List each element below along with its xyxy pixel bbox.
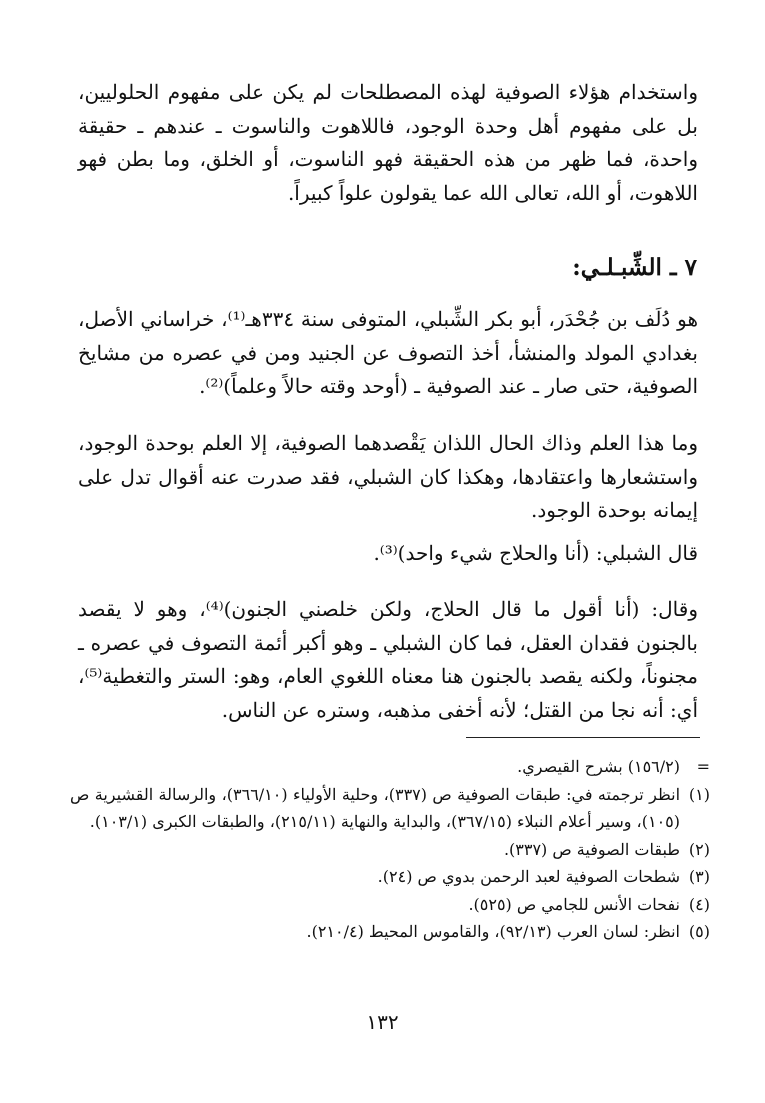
footnote-mark: (٥): [688, 922, 710, 941]
footnote-mark: (٤): [688, 894, 710, 914]
footnote-separator: [466, 737, 700, 738]
body-paragraph-1: هو دُلَف بن جُحْدَر، أبو بكر الشِّبلي، المتوفى سنة ٣٣٤هـ⁽¹⁾، خراساني الأصل، بغدادي المولد والمنشأ، أخذ التصوف عن الجنيد ومن في عصره من مشايخ الصوفية، حتى صار ـ عند الصوفية ـ (أوحد وقته حالاً وعلماً)⁽²⁾.: [78, 307, 698, 398]
footnote-text: (١٥٦/٢) بشرح القيصري.: [517, 757, 680, 776]
footnotes: [70, 753, 710, 946]
footnote-3: [70, 863, 710, 891]
page-number: ١٣٢: [366, 1010, 399, 1034]
footnote-2: [70, 836, 710, 864]
footnote-5: [70, 918, 710, 946]
intro-paragraph: واستخدام هؤلاء الصوفية لهذه المصطلحات لم يكن على مفهوم الحلوليين، بل على مفهوم أهل وحدة الوجود، فاللاهوت والناسوت ـ عندهم ـ حقيقة واحدة، فما ظهر من هذه الحقيقة فهو الناسوت، أو الخلق، وما بطن فهو اللاهوت، أو الله، تعالى الله عما يقولون علواً كبيراً.: [78, 80, 698, 205]
body-paragraph-4: وقال: (أنا أقول ما قال الحلاج، ولكن خلصني الجنون)⁽⁴⁾، وهو لا يقصد بالجنون فقدان العقل، فما كان الشبلي ـ وهو أكبر أئمة التصوف في عصره ـ مجنوناً، ولكنه يقصد بالجنون هنا معناه اللغوي العام، وهو: الستر والتغطية⁽⁵⁾، أي: أنه نجا من القتل؛ لأنه أخفى مذهبه، وستره عن الناس.: [78, 597, 698, 722]
body-paragraph-2: وما هذا العلم وذاك الحال اللذان يَقْصدهما الصوفية، إلا العلم بوحدة الوجود، واستشعارها واعتقادها، وهكذا كان الشبلي، فقد صدرت عنه أقوال تدل على إيمانه بوحدة الوجود.: [78, 431, 698, 522]
footnote-text: انظر ترجمته في: طبقات الصوفية ص (٣٣٧)، وحلية الأولياء (٣٦٦/١٠)، والرسالة القشيرية ص (١٠٥)، وسير أعلام النبلاء (٣٦٧/١٥)، والبداية والنهاية (٢١٥/١١)، والطبقات الكبرى (١٠٣/١).: [70, 784, 681, 831]
footnote-text: شطحات الصوفية لعبد الرحمن بدوي ص (٢٤).: [377, 867, 680, 886]
footnote-mark: (٢): [688, 839, 710, 859]
footnote-4: [70, 891, 710, 919]
body-paragraph-3: قال الشبلي: (أنا والحلاج شيء واحد)⁽³⁾.: [373, 541, 698, 565]
footnote-mark: (٣): [688, 867, 710, 886]
footnote-text: انظر: لسان العرب (٩٢/١٣)، والقاموس المحيط (٢١٠/٤).: [306, 922, 680, 941]
footnote-mark: (١): [688, 784, 710, 804]
footnote-mark: =: [696, 757, 710, 776]
section-heading: ٧ ـ الشِّبـلـي:: [572, 254, 697, 281]
footnote-continuation: [70, 753, 710, 781]
footnote-text: نفحات الأنس للجامي ص (٥٢٥).: [468, 894, 680, 914]
footnote-1: [70, 781, 710, 836]
footnote-text: طبقات الصوفية ص (٣٣٧).: [503, 839, 680, 859]
